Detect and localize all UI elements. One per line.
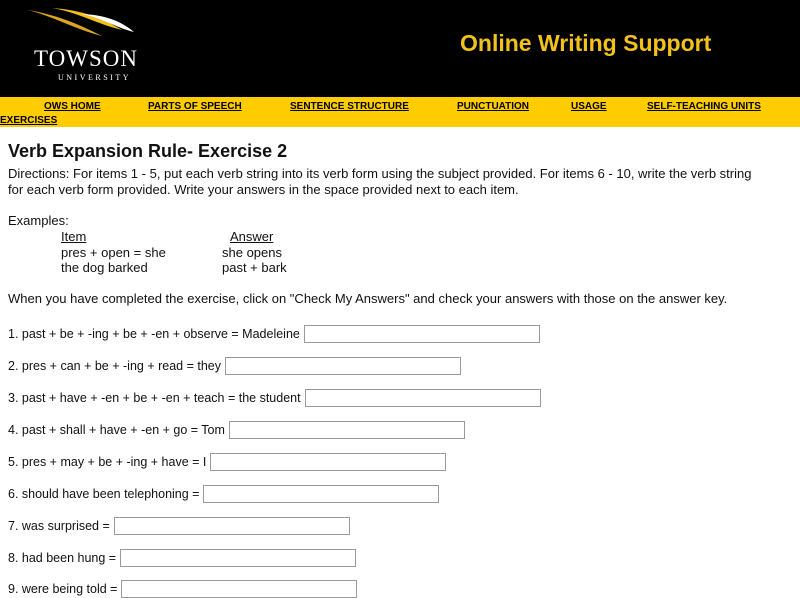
nav-parts-of-speech[interactable]: PARTS OF SPEECH: [148, 101, 242, 112]
question-label: 9. were being told =: [8, 582, 118, 596]
question-row: [8, 453, 446, 471]
main-nav: [0, 97, 800, 127]
question-label: 3. past + have + -en + be + -en + teach = the student: [8, 391, 301, 405]
question-label: 7. was surprised =: [8, 519, 110, 533]
logo-subtitle: UNIVERSITY: [58, 73, 131, 82]
answer-input-3[interactable]: [305, 389, 541, 407]
site-title: Online Writing Support: [460, 30, 712, 56]
answer-input-6[interactable]: [203, 485, 439, 503]
example-item: pres + open = she: [61, 245, 166, 260]
answer-input-2[interactable]: [225, 357, 461, 375]
example-item: the dog barked: [61, 260, 148, 275]
nav-ows-home[interactable]: OWS HOME: [44, 101, 101, 112]
example-answer: she opens: [222, 245, 282, 260]
examples-answer-header: Answer: [230, 229, 274, 244]
question-row: [8, 357, 461, 375]
answer-input-4[interactable]: [229, 421, 465, 439]
nav-exercises[interactable]: EXERCISES: [0, 115, 58, 126]
question-label: 2. pres + can + be + -ing + read = they: [8, 359, 221, 373]
question-label: 1. past + be + -ing + be + -en + observe = Madeleine: [8, 327, 300, 341]
nav-punctuation[interactable]: PUNCTUATION: [457, 101, 530, 112]
question-label: 6. should have been telephoning =: [8, 487, 200, 501]
page-title: Verb Expansion Rule- Exercise 2: [8, 141, 288, 161]
directions-line-2: for each verb form provided. Write your answers in the space provided next to each item.: [8, 182, 519, 197]
site-header: [0, 0, 800, 97]
answer-input-1[interactable]: [304, 325, 540, 343]
question-label: 8. had been hung =: [8, 551, 117, 565]
answer-input-9[interactable]: [121, 580, 357, 598]
question-row: [8, 421, 465, 439]
nav-sentence-structure[interactable]: SENTENCE STRUCTURE: [290, 101, 409, 112]
question-label: 5. pres + may + be + -ing + have = I: [8, 455, 207, 469]
question-row: [8, 389, 541, 407]
nav-self-teaching-units[interactable]: SELF-TEACHING UNITS: [647, 101, 761, 112]
answer-input-5[interactable]: [210, 453, 446, 471]
question-row: [8, 549, 356, 567]
question-row: [8, 517, 350, 535]
logo-wordmark: TOWSON: [34, 46, 138, 71]
nav-usage[interactable]: USAGE: [571, 101, 607, 112]
examples-label: Examples:: [8, 213, 69, 228]
directions-line-1: Directions: For items 1 - 5, put each verb string into its verb form using the subject provided. For items 6 - 10, write the verb string: [8, 166, 752, 181]
example-answer: past + bark: [222, 260, 287, 275]
question-row: [8, 485, 439, 503]
instruction-text: When you have completed the exercise, click on "Check My Answers" and check your answers with those on the answer key.: [8, 291, 728, 306]
answer-input-8[interactable]: [120, 549, 356, 567]
answer-input-7[interactable]: [114, 517, 350, 535]
question-row: [8, 325, 540, 343]
examples-item-header: Item: [61, 229, 87, 244]
question-row: [8, 580, 357, 598]
question-label: 4. past + shall + have + -en + go = Tom: [8, 423, 225, 437]
tiger-stripe-icon: [22, 6, 152, 46]
towson-logo[interactable]: [22, 6, 152, 92]
